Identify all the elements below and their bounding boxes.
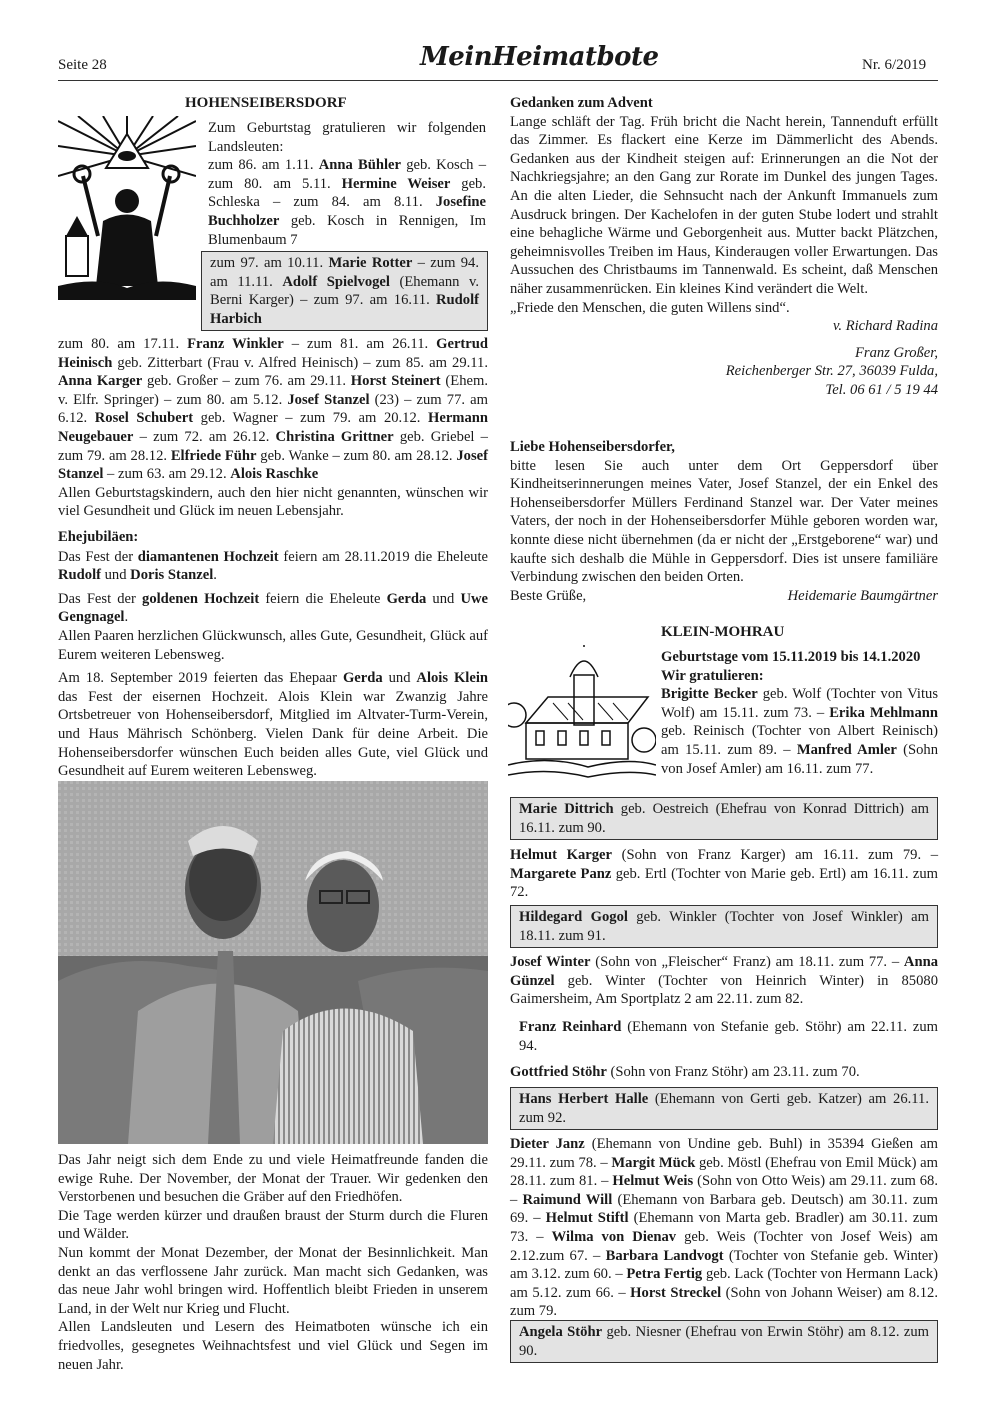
letter-signoff: Beste Grüße, Heidemarie Baumgärtner [510, 587, 938, 604]
page-number: Seite 28 [58, 57, 107, 73]
ehe-diamond: Das Fest der diamantenen Hochzeit feiern am 28.11.2019 die Eheleute Rudolf und Doris Stanzel. [58, 548, 488, 584]
ehe-title: Ehejubiläen: [58, 529, 139, 545]
km-birthdays-4: Franz Reinhard (Ehemann von Stefanie geb. Stöhr) am 22.11. zum 94. [519, 1019, 938, 1054]
km-birthdays-5: Gottfried Stöhr (Sohn von Franz Stöhr) am 23.11. zum 70. [510, 1064, 860, 1080]
issue-number: Nr. 6/2019 [862, 57, 927, 73]
hohen-birthdays-2: zum 80. am 17.11. Franz Winkler – zum 81. am 26.11. Gertrud Heinisch geb. Zitterbart (Frau v. Alfred Heinisch) – zum 85. am 29.11. Anna Karger geb. Großer – zum 76. am 29.11. Horst Steinert (Ehem. v. Elfr. Springer) – zum 80. am 5.12. Josef Stanzel (23) – zum 77. am 6.12. Rosel Schubert geb. Wagner – zum 79. am 20.12. Hermann Neugebauer – zum 72. am 26.12. Christina Grittner geb. Griebel – zum 79. am 28.12. Elfriede Führ geb. Wanke – zum 80. am 28.12. Josef Stanzel – zum 63. am 29.12. Alois Raschke Allen Geburtstagskindern, auch den hier nicht genannten, wünschen wir viel Gesundheit und Glück im neuen Lebensjahr. [58, 336, 489, 520]
advent-quote-author: v. Richard Radina [833, 318, 938, 335]
km-highlight-2: Hildegard Gogol geb. Winkler (Tochter von Josef Winkler) am 18.11. zum 91. [510, 905, 938, 948]
kleinmohrau-intro [661, 648, 938, 778]
hohen-intro: Zum Geburtstag gratulieren wir folgenden Landsleuten: [208, 120, 486, 155]
letter-body: bitte lesen Sie auch unter dem Ort Geppersdorf über Kindheitserinnerungen meines Vater, Josef Stanzel, der ein Enkel des Hohenseibersdorfer Müllers Ferdinand Stanzel war. Der Vater meines Vaters, der noch in der Hohenseibersdorfer Mühle geboren worden war, konnte diese nicht übernehmen (da er nicht der „Erstgeborene“ war) und kaufte sich deshalb die Mühle in Geppersdorf. Dies ist unsere familiäre Verbindung zwischen den beiden Orten. [510, 457, 938, 586]
masthead-logo: MeinHeimatbote [420, 42, 659, 72]
church-illustration [508, 645, 656, 785]
advent-section [510, 94, 938, 400]
ehe-iron: Am 18. September 2019 feierten das Ehepaar Gerda und Alois Klein das Fest der eisernen Hochzeit. Alois Klein war Zwanzig Jahre Ortsbetreuer von Hohenseibersdorf, Mitglied im Altvater-Turm-Verein, und Haus Mährisch Schönberg. Vielen Dank für deine Arbeit. Die Hohenseibersdorfer wünschen Euch beiden alles Gute, viel Glück und Gesundheit auf Eurem weiteren Lebensweg. [58, 670, 488, 780]
section-title-kleinmohrau: KLEIN-MOHRAU [661, 624, 785, 640]
km-birthdays-3: Josef Winter (Sohn von „Fleischer“ Franz) am 18.11. zum 77. – Anna Günzel geb. Winter (Tochter von Heinrich Winter) in 85080 Gaimersheim, Am Sportplatz 2 am 22.11. zum 82. [510, 954, 938, 1008]
ehejubilaeen-section [58, 528, 488, 781]
letter-section [510, 438, 938, 605]
closing-p1: Das Jahr neigt sich dem Ende zu und viele Heimatfreunde fanden die ewige Ruhe. Der November, der Monat der Trauer. Wir gedenken den Verstorbenen und besuchen die Gräber auf den Friedhöfen. [58, 1152, 488, 1206]
ehe-golden: Das Fest der goldenen Hochzeit feiern die Eheleute Gerda und Uwe Gengnagel. [58, 590, 488, 626]
hohen-wishes: Allen Geburtstagskindern, auch den hier nicht genannten, wünschen wir viel Gesundheit und Glück im neuen Lebensjahr. [58, 484, 488, 520]
km-subtitle: Geburtstage vom 15.11.2019 bis 14.1.2020 [661, 649, 921, 665]
advent-sig-phone: Tel. 06 61 / 5 19 44 [825, 381, 938, 398]
hohen-intro-block [208, 119, 486, 249]
advent-body: Lange schläft der Tag. Früh bricht die Nacht herein, Tannenduft erfüllt das Zimmer. Es flackert eine Kerze im Dämmerlicht des Abends. Gedanken aus der Kindheit steigen auf: Erinnerungen an die Not der Nachkriegsjahre; an den Gang zur Rorate im Dunkel des jungen Tages. An die alten Lieder, die Sehnsucht nach der Ankunft Immanuels zum Ausdruck bringen. Der Kachelofen in der guten Stube lodert und strahlt eine behagliche Wärme und Geborgenheit aus. Mutter backt Plätzchen, geheimnisvolles Treiben im Haus, Kinderaugen voller Erwartungen. Das Aussuchen des Christbaums im Tannenwald. Es scheint, daß Menschen näher zusammenrücken. Ein kleines Kind verändert die Welt. [510, 113, 938, 297]
km-birthdays-2: Helmut Karger (Sohn von Franz Karger) am 16.11. zum 79. – Margarete Panz geb. Ertl (Tochter von Marie geb. Ertl) am 16.11. zum 72. [510, 847, 939, 901]
closing-p3: Nun kommt der Monat Dezember, der Monat der Besinnlichkeit. Man denkt an das verflossene Jahr zurück. Man macht sich Gedanken, was das neue Jahr wohl bringen wird. Hoffentlich bleibt Frieden in unserem Land, in der Welt nur Krieg und Flucht. [58, 1244, 488, 1317]
km-highlight-4: Angela Stöhr geb. Niesner (Ehefrau von Erwin Stöhr) am 8.12. zum 90. [510, 1320, 938, 1363]
advent-quote: „Friede den Menschen, die guten Willens sind“. [510, 299, 790, 316]
km-highlight-1: Marie Dittrich geb. Oestreich (Ehefrau von Konrad Dittrich) am 16.11. zum 90. [510, 797, 938, 840]
advent-sig-address: Reichenberger Str. 27, 36039 Fulda, [725, 363, 938, 380]
woodcut-illustration [58, 116, 196, 300]
km-birthdays-1: Brigitte Becker geb. Wolf (Tochter von Vitus Wolf) am 15.11. zum 73. – Erika Mehlmann geb. Reinisch (Tochter von Albert Reinisch) am 15.11. zum 89. – Manfred Amler (Sohn von Josef Amler) am 16.11. zum 77. [661, 686, 939, 777]
hohen-birthdays-1: zum 86. am 1.11. Anna Bühler geb. Kosch – zum 80. am 5.11. Hermine Weiser geb. Schleska – zum 84. am 8.11. Josefine Buchholzer geb. Kosch in Rennigen, Im Blumenbaum 7 [208, 157, 487, 248]
km-wir-gratulieren: Wir gratulieren: [661, 667, 764, 684]
header-rule [58, 80, 938, 81]
advent-sig-name: Franz Großer, [855, 344, 938, 361]
couple-photo [58, 781, 488, 1144]
km-birthdays-6: Dieter Janz (Ehemann von Undine geb. Buhl) in 35394 Gießen am 29.11. zum 78. – Margit Mück geb. Möstl (Ehefrau von Emil Mück) am 28.11. zum 81. – Helmut Weis (Sohn von Otto Weis) am 29.11. zum 68. – Raimund Will (Ehemann von Barbara geb. Deutsch) am 30.11. zum 69. – Helmut Stiftl (Ehemann von Marta geb. Bradler) am 30.11. zum 73. – Wilma von Dienav geb. Weis (Tochter von Josef Weis) am 2.12.zum 67. – Barbara Landvogt (Tochter von Stefanie geb. Winter) am 3.12. zum 60. – Petra Fertig geb. Lack (Tochter von Hermann Lack) am 5.12. zum 66. – Horst Streckel (Sohn von Johann Weiser) am 8.12. zum 79. [510, 1136, 939, 1320]
letter-title: Liebe Hohenseibersdorfer, [510, 439, 675, 455]
closing-text [58, 1151, 488, 1374]
advent-title: Gedanken zum Advent [510, 95, 653, 111]
km-highlight-3: Hans Herbert Halle (Ehemann von Gerti geb. Katzer) am 26.11. zum 92. [510, 1087, 938, 1130]
section-title-hohenseibersdorf: HOHENSEIBERSDORF [185, 95, 347, 111]
ehe-congrats: Allen Paaren herzlichen Glückwunsch, alles Gute, Gesundheit, Glück auf Eurem weiteren Lebensweg. [58, 627, 488, 663]
hohen-highlight-box: zum 97. am 10.11. Marie Rotter – zum 94. am 11.11. Adolf Spielvogel (Ehemann v. Berni Karger) – zum 97. am 16.11. Rudolf Harbich [201, 251, 488, 331]
closing-p2: Die Tage werden kürzer und draußen braust der Sturm durch die Fluren und Wälder. [58, 1207, 488, 1243]
closing-p4: Allen Landsleuten und Lesern des Heimatboten wünsche ich ein friedvolles, gesegnetes Weihnachtsfest und viel Glück und Segen im neuen Jahr. [58, 1319, 488, 1373]
